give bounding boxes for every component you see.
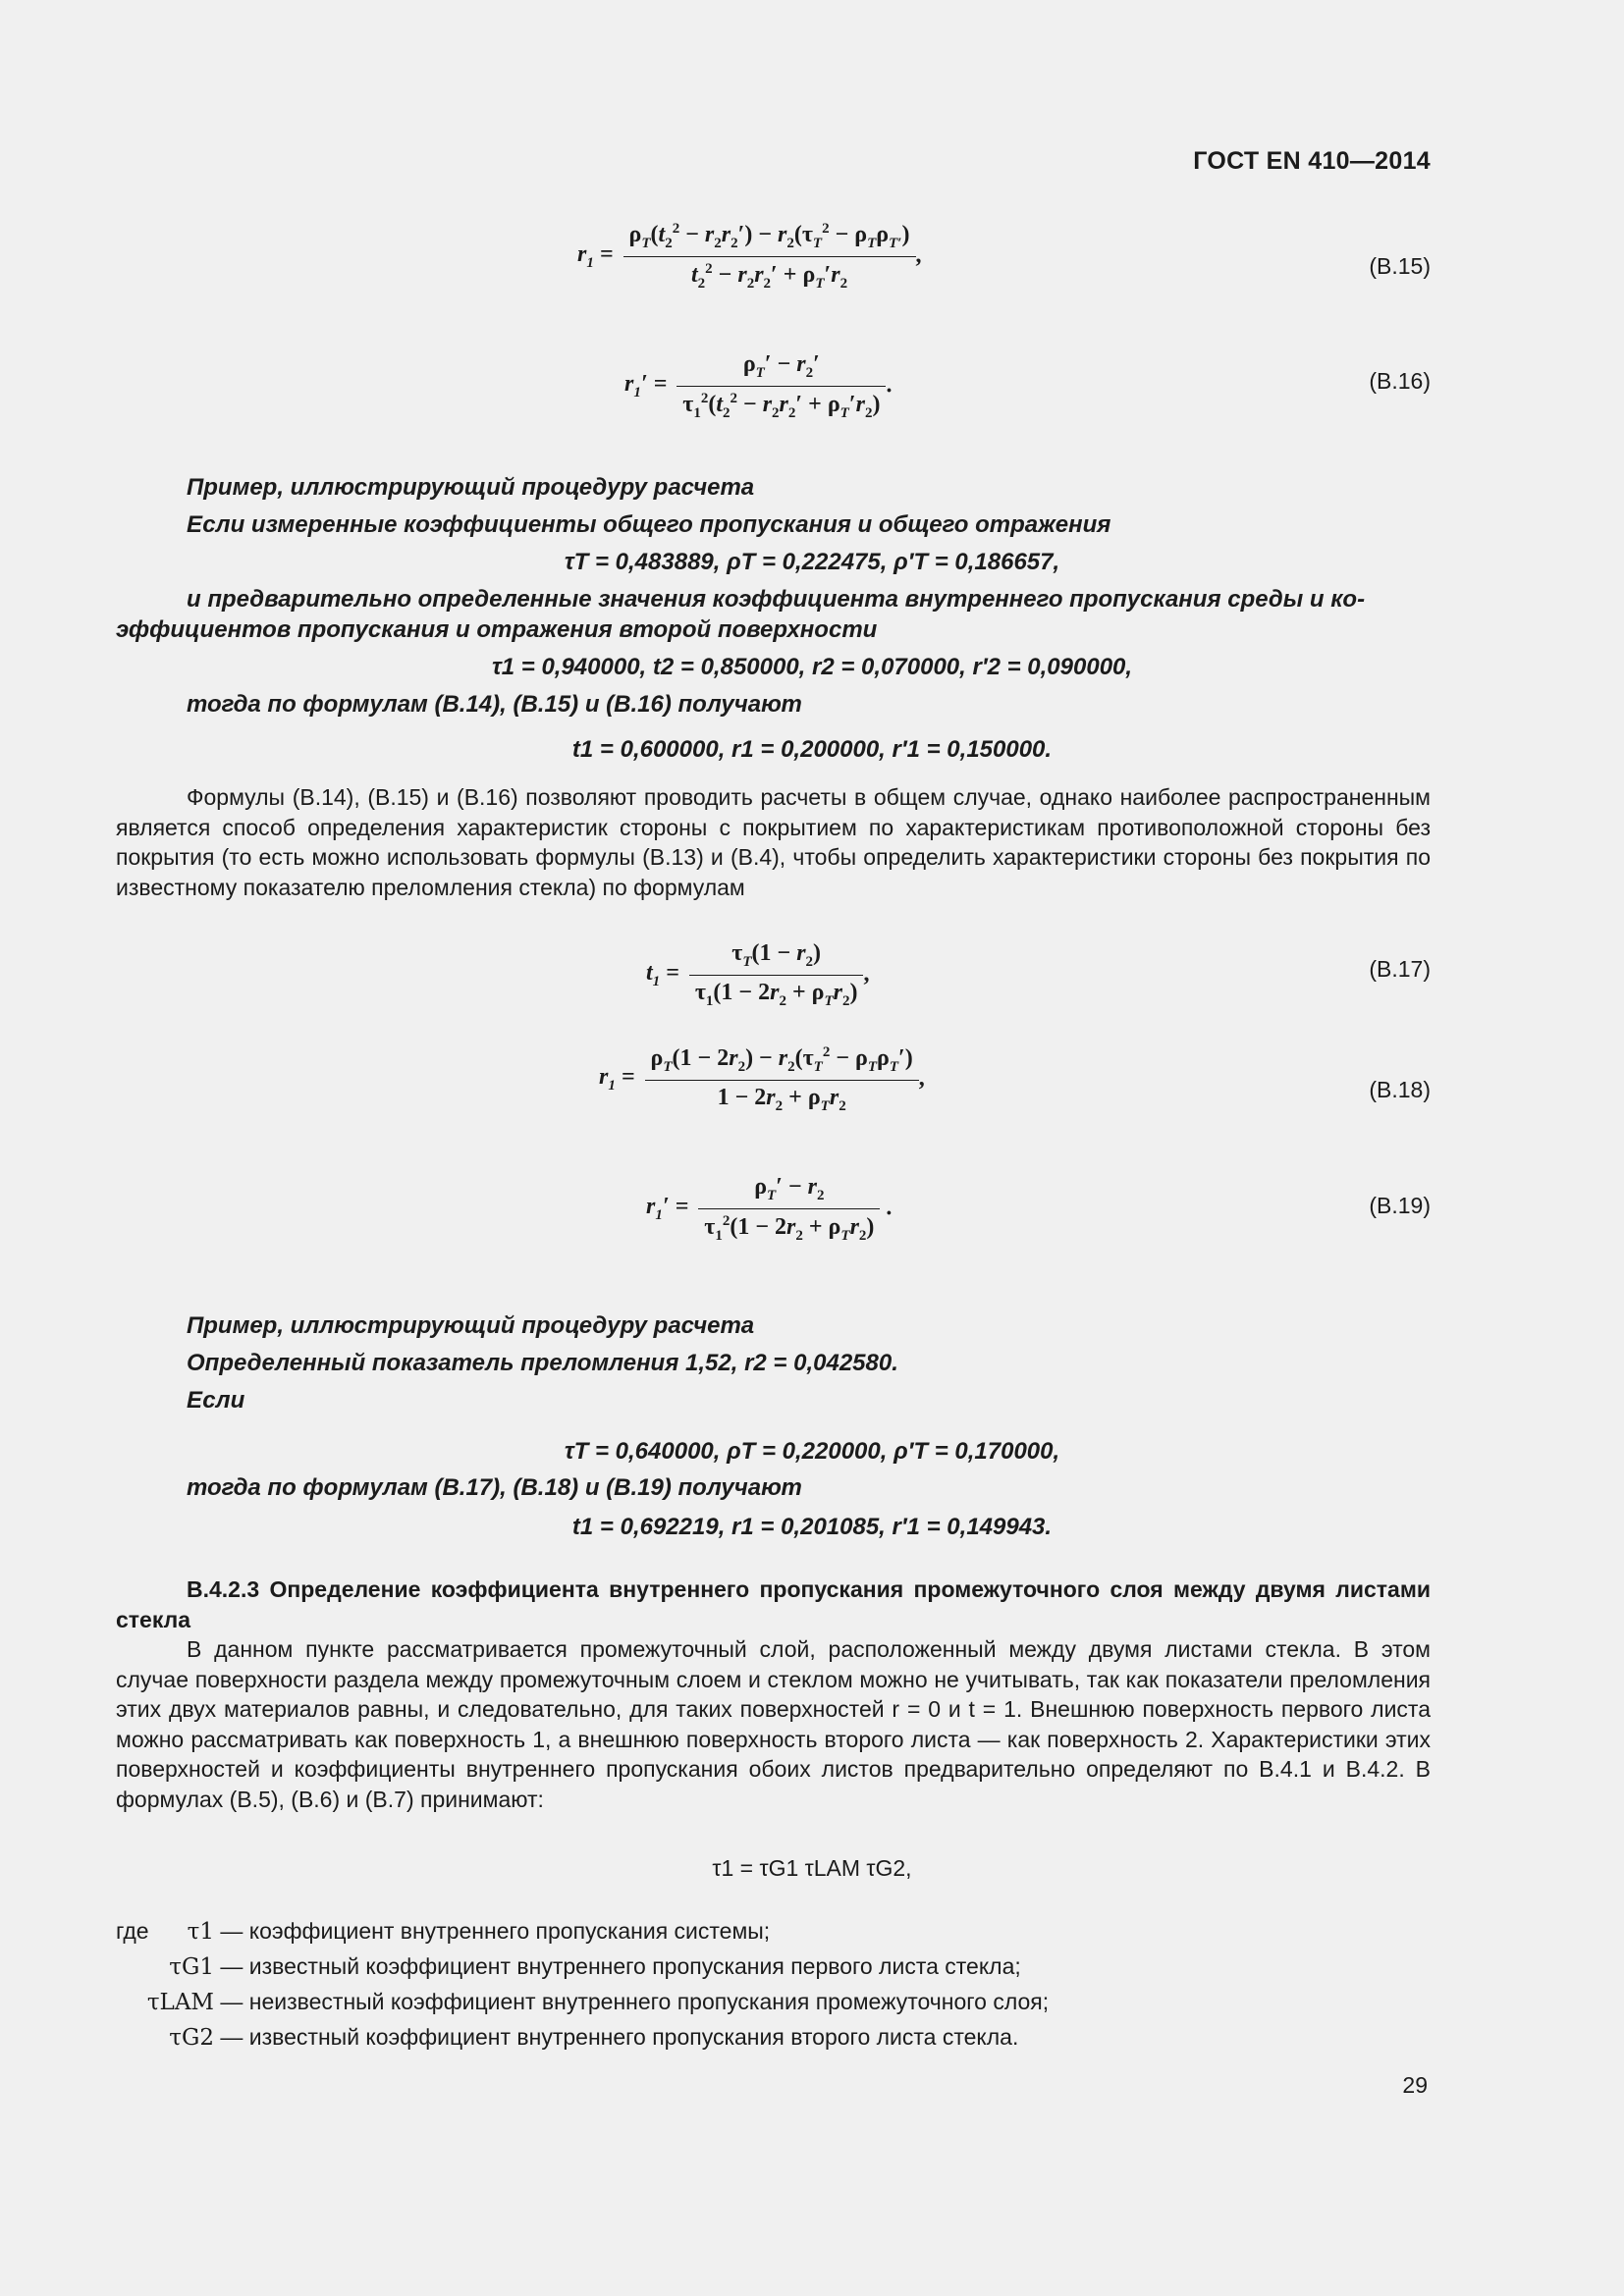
legend-where: где: [116, 1918, 149, 1944]
formula-b16: $r_1'$ = $\frac{\rho_T' - r_2'}{\tau_1^2(t_2^2 - r_2r_2' + \rho_T'r_2)}$ .: [624, 351, 893, 421]
example1-line1: Если измеренные коэффициенты общего пропускания и общего отражения: [187, 511, 1111, 538]
legend-item: τG1 — известный коэффициент внутреннего пропускания первого листа стекла;: [169, 1953, 1021, 1980]
formula-b15: $r_1$ = $\frac{\rho_T(t_2^2 - r_2r_2') - r_2(\tau_T^2 - \rho_T\rho_{T'})}{t_2^2 - r_2r_2' + \rho_T'r_2}$ ,: [577, 221, 922, 292]
formula-b18: $r_1$ = $\frac{\rho_T(1 - 2r_2) - r_2(\tau_T^2 - \rho_T\rho_T')}{1 - 2r_2 + \rho_Tr_2}$ ,: [599, 1044, 925, 1114]
example1-values2: τ1 = 0,940000, t2 = 0,850000, r2 = 0,070000, r′2 = 0,090000,: [491, 654, 1133, 680]
legend-item: τLAM — неизвестный коэффициент внутреннего пропускания промежуточного слоя;: [146, 1989, 1050, 2015]
equation-number-b16: (B.16): [1369, 368, 1431, 394]
example2-line1: Определенный показатель преломления 1,52, r2 = 0,042580.: [187, 1350, 898, 1376]
section-text: В данном пункте рассматривается промежуточный слой, расположенный между двумя листами стекла. В этом случае поверхности раздела между промежуточным слоем и стеклом можно не учитывать, так как показатели преломления этих двух материалов равны, и следовательно, для таких поверхностей r = 0 и t = 1. Внешнюю поверхность первого листа можно рассматривать как поверхность 1, а внешнюю поверхность второго листа — как поверхность 2. Характеристики этих поверхностей и коэффициенты внутреннего пропускания обоих листов предварительно определяют по B.4.1 и B.4.2. В формулах (B.5), (B.6) и (B.7) принимают:: [116, 1636, 1431, 1812]
example1-values1: τT = 0,483889, ρT = 0,222475, ρ′T = 0,186657,: [564, 549, 1060, 575]
standard-header: ГОСТ EN 410—2014: [1193, 147, 1431, 175]
legend-item: τ1 — коэффициент внутреннего пропускания системы;: [187, 1918, 771, 1945]
example2-values1: τT = 0,640000, ρT = 0,220000, ρ′T = 0,170000,: [564, 1438, 1060, 1465]
example2-title: Пример, иллюстрирующий процедуру расчета: [187, 1312, 755, 1339]
paragraph-general-case: Формулы (B.14), (B.15) и (B.16) позволяют проводить расчеты в общем случае, однако наиболее распространенным является способ определения характеристик стороны с покрытием по характеристикам противоположной стороны без покрытия (то есть можно использовать формулы (B.13) и (B.4), чтобы определить характеристики стороны без покрытия по известному показателю преломления стекла) по формулам: [116, 784, 1431, 900]
equation-number-b19: (B.19): [1369, 1193, 1431, 1218]
example2-line2: Если: [187, 1387, 245, 1414]
example1-title: Пример, иллюстрирующий процедуру расчета: [187, 474, 755, 501]
example1-result: t1 = 0,600000, r1 = 0,200000, r′1 = 0,150000.: [571, 736, 1053, 763]
equation-number-b15: (B.15): [1369, 253, 1431, 279]
equation-number-b17: (B.17): [1369, 956, 1431, 982]
section-heading: B.4.2.3 Определение коэффициента внутреннего пропускания промежуточного слоя между двумя листами стекла: [116, 1576, 1431, 1632]
formula-b17: $t_1$ = $\frac{\tau_T(1 - r_2)}{\tau_1(1 - 2r_2 + \rho_Tr_2)}$ ,: [646, 940, 870, 1009]
section-equation: τ1 = τG1 τLAM τG2,: [712, 1855, 912, 1881]
example2-result: t1 = 0,692219, r1 = 0,201085, r′1 = 0,149943.: [571, 1514, 1053, 1540]
formula-b19: $r_1'$ = $\frac{\rho_T' - r_2}{\tau_1^2(1 - 2r_2 + \rho_Tr_2)}$ .: [646, 1174, 893, 1244]
example1-line2a: и предварительно определенные значения коэффициента внутреннего пропускания среды и ко-: [187, 586, 1366, 613]
example2-line3: тогда по формулам (B.17), (B.18) и (B.19) получают: [187, 1474, 802, 1501]
equation-number-b18: (B.18): [1369, 1077, 1431, 1102]
example1-line3: тогда по формулам (B.14), (B.15) и (B.16) получают: [187, 691, 802, 718]
example1-line2b: эффициентов пропускания и отражения второй поверхности: [116, 616, 878, 643]
section-b423: [116, 1575, 1431, 1814]
legend-item: τG2 — известный коэффициент внутреннего пропускания второго листа стекла.: [169, 2024, 1019, 2051]
page-number: 29: [1402, 2072, 1428, 2098]
